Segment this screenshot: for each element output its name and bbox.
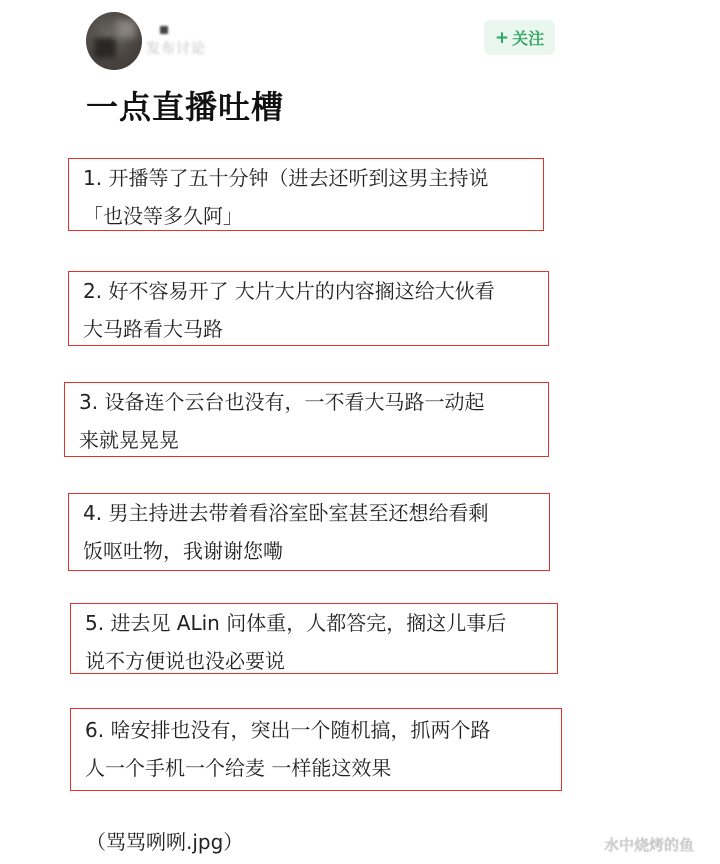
list-item-line: 1. 开播等了五十分钟（进去还听到这男主持说: [83, 166, 489, 190]
footer-note: （骂骂咧咧.jpg）: [86, 830, 244, 854]
post-title: 一点直播吐槽: [86, 88, 285, 126]
avatar-blur-region: [94, 38, 116, 58]
username[interactable]: 发布讨论: [146, 41, 206, 57]
list-item: [64, 382, 549, 457]
list-item-line: 大马路看大马路: [83, 317, 223, 341]
username-blur-mark: [160, 26, 168, 34]
list-item-line: 3. 设备连个云台也没有，一不看大马路一动起: [79, 390, 485, 414]
list-item: [70, 603, 558, 674]
follow-label: 关注: [512, 29, 545, 48]
list-item-line: 5. 进去见 ALin 问体重，人都答完，搁这儿事后: [85, 611, 507, 635]
follow-button[interactable]: [484, 20, 555, 55]
list-item-line: 6. 啥安排也没有，突出一个随机搞，抓两个路: [85, 718, 491, 742]
avatar-blur-region: [116, 20, 136, 38]
list-item: [68, 271, 549, 346]
list-item-line: 来就晃晃晃: [79, 428, 179, 452]
list-item-line: 2. 好不容易开了 大片大片的内容搁这给大伙看: [83, 279, 495, 303]
list-item-line: 饭呕吐物，我谢谢您嘞: [83, 539, 283, 563]
list-item-line: 人一个手机一个给麦 一样能这效果: [85, 756, 392, 780]
list-item: [68, 493, 550, 571]
list-item-line: 「也没等多久阿」: [83, 204, 243, 228]
list-item-line: 4. 男主持进去带着看浴室卧室甚至还想给看剩: [83, 501, 489, 525]
watermark: 水中烧烤的鱼: [604, 836, 695, 854]
avatar[interactable]: [86, 12, 142, 70]
list-item-line: 说不方便说也没必要说: [85, 649, 285, 673]
list-item: [70, 708, 562, 791]
list-item: [68, 158, 544, 231]
plus-icon: +: [494, 27, 510, 48]
